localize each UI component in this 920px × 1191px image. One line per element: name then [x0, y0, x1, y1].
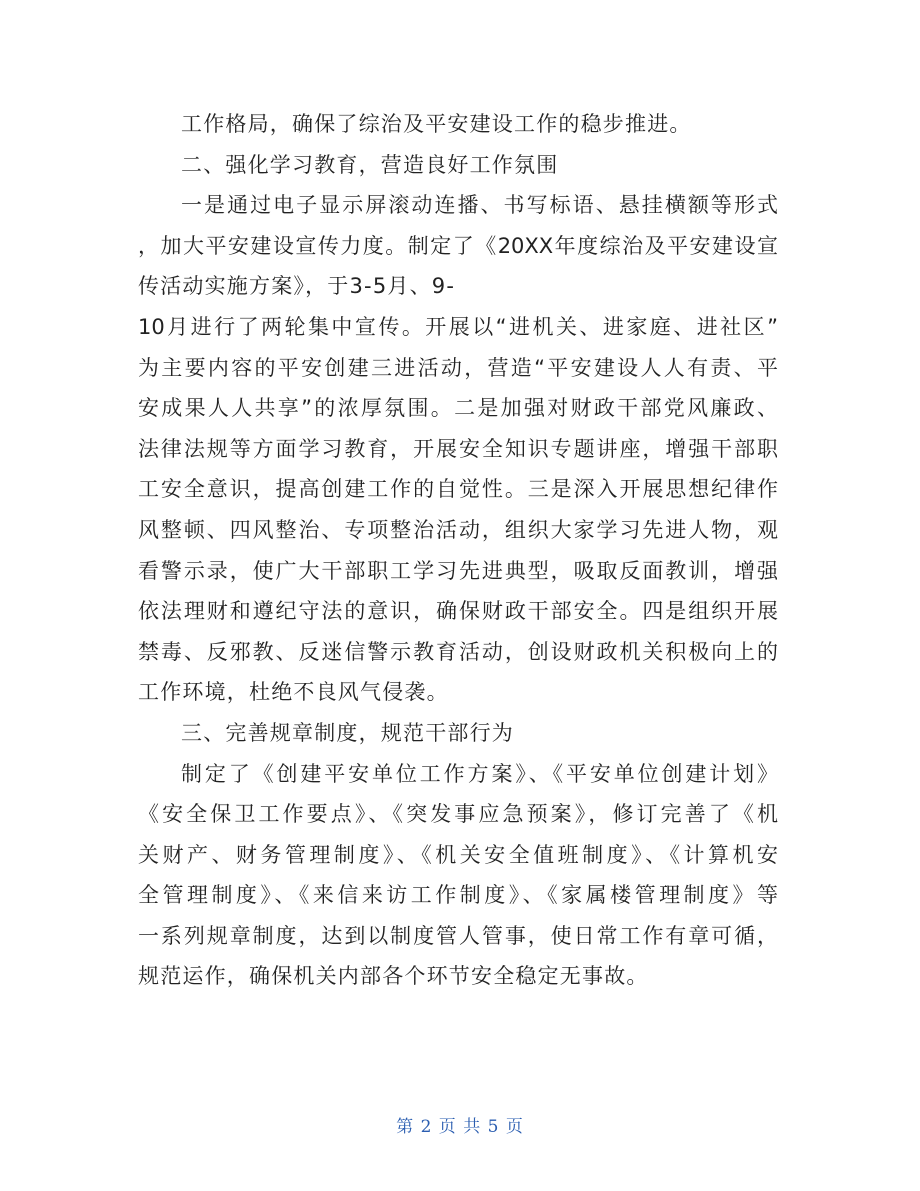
- text-line: 法律法规等方面学习教育，开展安全知识专题讲座，增强干部职: [138, 436, 778, 461]
- document-body: [138, 104, 778, 997]
- text-line: 规范运作，确保机关内部各个环节安全稳定无事故。: [138, 964, 649, 989]
- text-line: 一是通过电子显示屏滚动连播、书写标语、悬挂横额等形式: [181, 193, 778, 218]
- text-line: 工作格局，确保了综治及平安建设工作的稳步推进。: [181, 112, 692, 136]
- text-line: 《安全保卫工作要点》、《突发事应急预案》，修订完善了《机: [138, 802, 778, 827]
- text-line: 依法理财和遵纪守法的意识，确保财政干部安全。四是组织开展: [138, 599, 778, 624]
- text-line: 工安全意识，提高创建工作的自觉性。三是深入开展思想纪律作: [138, 477, 778, 502]
- page-number-footer: 第 2 页 共 5 页: [396, 1117, 524, 1137]
- text-line: 三、完善规章制度，规范干部行为: [181, 720, 514, 745]
- text-line: 为主要内容的平安创建三进活动，营造“平安建设人人有责、平: [138, 355, 778, 380]
- text-line: 二、强化学习教育，营造良好工作氛围: [181, 152, 559, 177]
- text-line: 制定了《创建平安单位工作方案》、《平安单位创建计划》: [181, 761, 778, 786]
- text-line: ，加大平安建设宣传力度。制定了《20XX年度综治及平安建设宣: [138, 233, 778, 258]
- text-line: 传活动实施方案》，于3-5月、9-: [138, 274, 456, 299]
- text-line: 风整顿、四风整治、专项整治活动，组织大家学习先进人物，观: [138, 517, 778, 542]
- text-line: 10月进行了两轮集中宣传。开展以“进机关、进家庭、进社区”: [138, 314, 778, 339]
- text-line: 全管理制度》、《来信来访工作制度》、《家属楼管理制度》等: [138, 883, 778, 908]
- text-line: 关财产、财务管理制度》、《机关安全值班制度》、《计算机安: [138, 842, 778, 867]
- text-line: 一系列规章制度，达到以制度管人管事，使日常工作有章可循，: [138, 923, 778, 948]
- text-line: 看警示录，使广大干部职工学习先进典型，吸取反面教训，增强: [138, 558, 778, 583]
- text-line: 工作环境，杜绝不良风气侵袭。: [138, 680, 449, 705]
- text-line: 安成果人人共享”的浓厚氛围。二是加强对财政干部党风廉政、: [138, 396, 778, 421]
- text-line: 禁毒、反邪教、反迷信警示教育活动，创设财政机关积极向上的: [138, 639, 778, 664]
